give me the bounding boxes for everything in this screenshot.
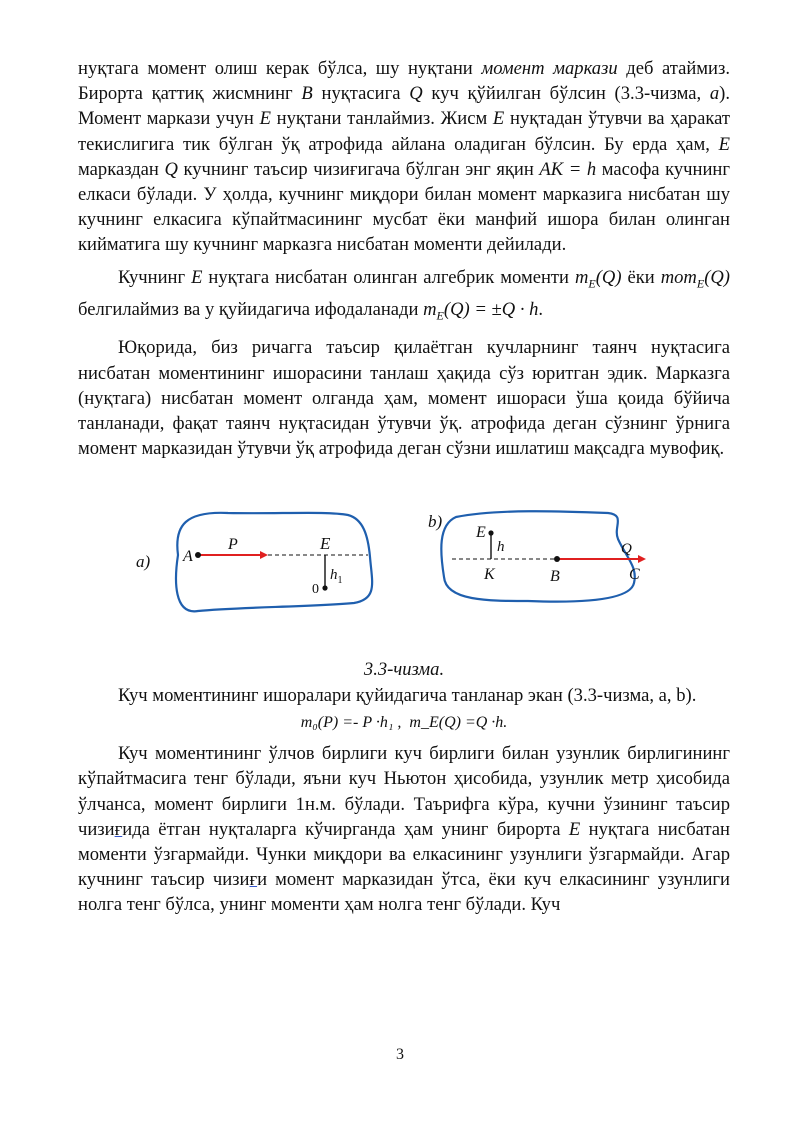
point-0 (322, 586, 327, 591)
label-zero: 0 (312, 582, 319, 598)
label-Q: Q (621, 541, 632, 558)
label-E-a: E (320, 534, 331, 554)
body-outline-a (176, 513, 372, 612)
paragraph-units: Куч моментининг ўлчов бирлиги куч бирлиги билан узунлик бирлигининг кўпайтмасига тенг бўлади, яъни куч Ньютон ҳисобида, узунлик метр ҳисобида ўлчанса, момент бирлиги 1н.м. бўлади. Таърифга кўра, кучни ўзининг таъсир чизиғида ётган нуқталарга кўчирганда ҳам унинг бирорта E нуқтага нисбатан моменти ўзгармайди. Чунки миқдори ва елкасининг узунлиги ўзгармайди. Агар кучнинг таъсир чизиғи момент марказидан ўтса, ёки куч елкасининг узунлиги нолга тенг бўлса, унинг моменти ҳам нолга тенг бўлади. Куч (78, 743, 731, 916)
point-A (195, 552, 201, 558)
force-arrowhead-Q (638, 555, 646, 563)
label-K: K (484, 566, 495, 584)
paragraph-sign-rule: Юқорида, биз ричагга таъсир қилаётган кучларнинг таянч нуқтасига нисбатан моментининг ишорасини танлаш ҳақида сўз юритган эдик. Марказга (нуқтага) нисбатан момент олганда ҳам, момент ишораси ўша қоида бўйича танланади, фақат таянч нуқтасидан ўтувчи ўқ. атрофида деган сўзнинг ўрнига момент марказидан ўтувчи ўқ атрофида деган сўзни ишлатиш мақсадга мувофиқ. (78, 337, 730, 460)
panel-a-label: a) (136, 552, 151, 572)
page-number: 3 (396, 1046, 404, 1063)
label-h: h (497, 539, 505, 556)
label-P: P (228, 536, 238, 554)
point-B (554, 556, 560, 562)
figure-3-3 (78, 497, 730, 649)
document-body (78, 56, 730, 918)
force-arrowhead-P (260, 551, 268, 559)
point-E-b (488, 531, 493, 536)
paragraph-moment-center: нуқтага момент олиш керак бўлса, шу нуқтани момент маркази деб атаймиз. Бирорта қаттиқ жисмнинг B нуқтасига Q куч қўйилган бўлсин (3.3-чизма, a). Момент маркази учун E нуқтани танлаймиз. Жисм E нуқтадан ўтувчи ва ҳаракат текислигига тик бўлган ўқ атрофида айлана оладиган бўлсин. Бу ерда ҳам, E марказдан Q кучнинг таъсир чизиғигача бўлган энг яқин AK = h масофа кучнинг елкаси бўлади. У ҳолда, кучнинг миқдори билан момент марказига нисбатан шу кучнинг елкасига кўпайтмасининг мусбат ёки манфий ишора билан олинган кийматига шу кучнинг марказга нисбатан моменти дейилади. (78, 58, 731, 256)
label-h1: $h_1$ (330, 567, 343, 587)
panel-b-label: b) (428, 512, 443, 532)
body-outline-b (441, 512, 635, 602)
label-C: C (629, 566, 640, 584)
paragraph-sign-choice: Куч моментининг ишоралари қуйидагича танланар экан (3.3-чизма, a, b). (118, 684, 697, 706)
moment-diagram (78, 497, 730, 649)
label-E-b: E (476, 524, 486, 542)
paragraph-algebraic-moment: Кучнинг E нуқтага нисбатан олинган алгебрик моменти $m_E(Q)$ ёки mom$_E$(Q) белгилаймиз ва у қуйидагича ифодаланади $m_E(Q) = \pm Q \cdot h$. (78, 266, 730, 323)
label-B: B (550, 568, 560, 586)
term-moment-center: момент маркази (481, 58, 618, 79)
label-A: A (183, 548, 193, 566)
formula-moments: m₀(P) =- P ·h₁ , m_E(Q) =Q ·h. (300, 713, 508, 731)
figure-caption: 3.3-чизма. (363, 659, 445, 681)
